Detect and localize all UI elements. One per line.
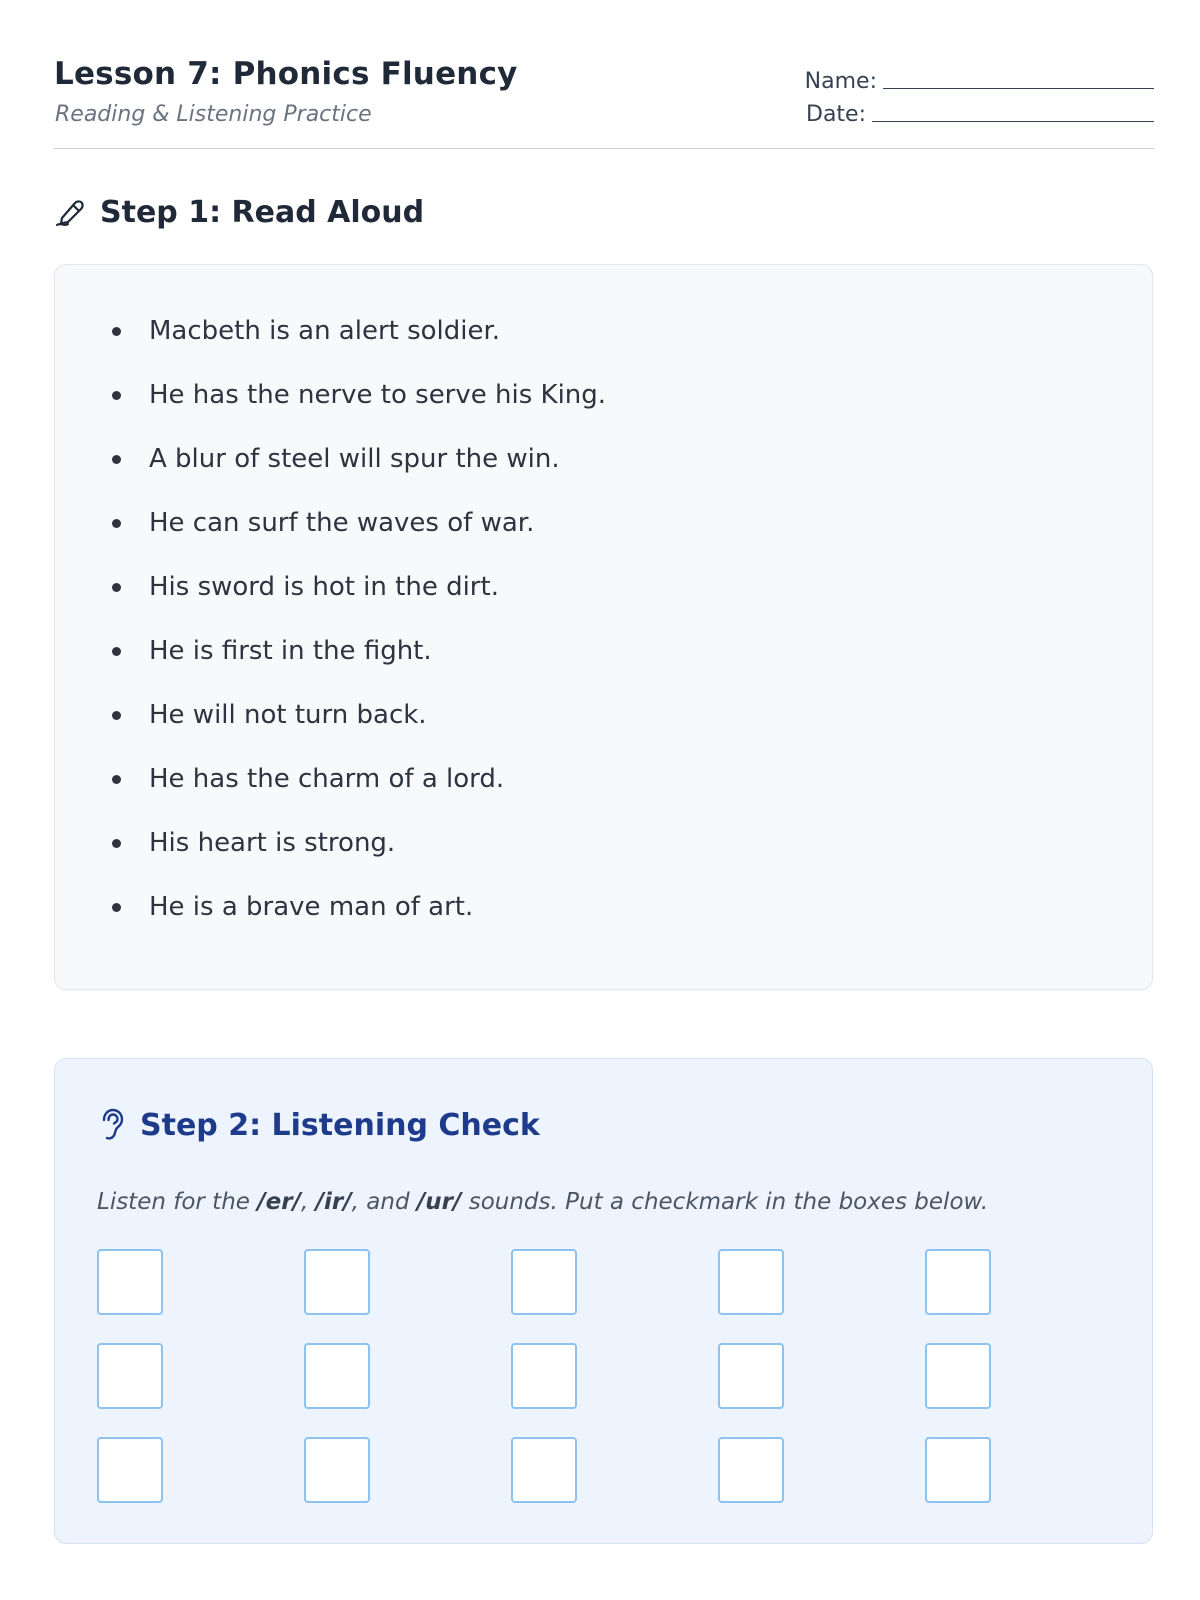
name-field[interactable] <box>805 69 1154 94</box>
read-aloud-box <box>54 264 1153 990</box>
name-label: Name: <box>804 69 877 94</box>
lesson-title: Lesson 7: Phonics Fluency <box>54 56 518 92</box>
sentence-item <box>55 633 1152 697</box>
sentence-text: He will not turn back. <box>149 700 427 730</box>
lesson-subtitle: Reading & Listening Practice <box>55 102 372 127</box>
bullet-icon <box>112 839 121 848</box>
date-line[interactable] <box>872 121 1154 122</box>
checkbox[interactable] <box>304 1437 370 1503</box>
checkbox[interactable] <box>304 1249 370 1315</box>
bullet-icon <box>112 647 121 656</box>
checkbox[interactable] <box>511 1343 577 1409</box>
sentence-item <box>55 825 1152 889</box>
step1-heading <box>54 194 424 230</box>
bullet-icon <box>112 903 121 912</box>
sentence-item <box>55 377 1152 441</box>
instructions-text: sounds. Put a checkmark in the boxes below. <box>461 1189 989 1215</box>
sentence-item <box>55 313 1152 377</box>
checkbox[interactable] <box>925 1249 991 1315</box>
bullet-icon <box>112 327 121 336</box>
step1-title: Step 1: Read Aloud <box>100 194 425 230</box>
sentence-text: He is a brave man of art. <box>149 892 474 922</box>
date-label: Date: <box>806 102 866 127</box>
checkbox[interactable] <box>304 1343 370 1409</box>
sentence-item <box>55 505 1152 569</box>
sentence-text: He has the nerve to serve his King. <box>149 380 607 410</box>
checkbox[interactable] <box>97 1249 163 1315</box>
sentence-item <box>55 569 1152 633</box>
checkbox[interactable] <box>925 1437 991 1503</box>
instructions-text: Listen for the <box>97 1189 258 1215</box>
name-line[interactable] <box>883 88 1154 89</box>
step2-title: Step 2: Listening Check <box>140 1107 540 1143</box>
bullet-icon <box>112 711 121 720</box>
sentence-item <box>55 697 1152 761</box>
pen-icon <box>54 194 88 230</box>
bullet-icon <box>112 455 121 464</box>
bullet-icon <box>112 391 121 400</box>
listening-instructions <box>97 1189 988 1215</box>
sentence-text: Macbeth is an alert soldier. <box>149 316 501 346</box>
sound-ir: /ir/ <box>315 1189 352 1215</box>
sentence-text: His heart is strong. <box>149 828 396 858</box>
sentence-text: A blur of steel will spur the win. <box>149 444 560 474</box>
date-field[interactable] <box>806 102 1154 127</box>
sound-ur: /ur/ <box>416 1189 462 1215</box>
sentence-text: He can surf the waves of war. <box>149 508 535 538</box>
checkbox[interactable] <box>718 1249 784 1315</box>
bullet-icon <box>112 519 121 528</box>
listening-check-box <box>54 1058 1153 1544</box>
sentence-list <box>55 313 1152 953</box>
checkbox[interactable] <box>511 1249 577 1315</box>
bullet-icon <box>112 583 121 592</box>
bullet-icon <box>112 775 121 784</box>
sentence-text: He has the charm of a lord. <box>149 764 505 794</box>
checkbox[interactable] <box>97 1343 163 1409</box>
checkbox[interactable] <box>718 1343 784 1409</box>
checkbox[interactable] <box>97 1437 163 1503</box>
checkbox[interactable] <box>511 1437 577 1503</box>
checkbox[interactable] <box>925 1343 991 1409</box>
sentence-item <box>55 889 1152 953</box>
sound-er: /er/ <box>257 1189 301 1215</box>
step2-heading <box>97 1107 540 1143</box>
ear-icon <box>97 1107 127 1143</box>
instructions-separator: , <box>301 1189 316 1215</box>
sentence-text: His sword is hot in the dirt. <box>149 572 499 602</box>
worksheet-header <box>54 52 1154 149</box>
sentence-text: He is first in the fight. <box>149 636 432 666</box>
instructions-separator: , and <box>351 1189 417 1215</box>
sentence-item <box>55 761 1152 825</box>
sentence-item <box>55 441 1152 505</box>
checkbox-grid <box>97 1249 1017 1509</box>
checkbox[interactable] <box>718 1437 784 1503</box>
